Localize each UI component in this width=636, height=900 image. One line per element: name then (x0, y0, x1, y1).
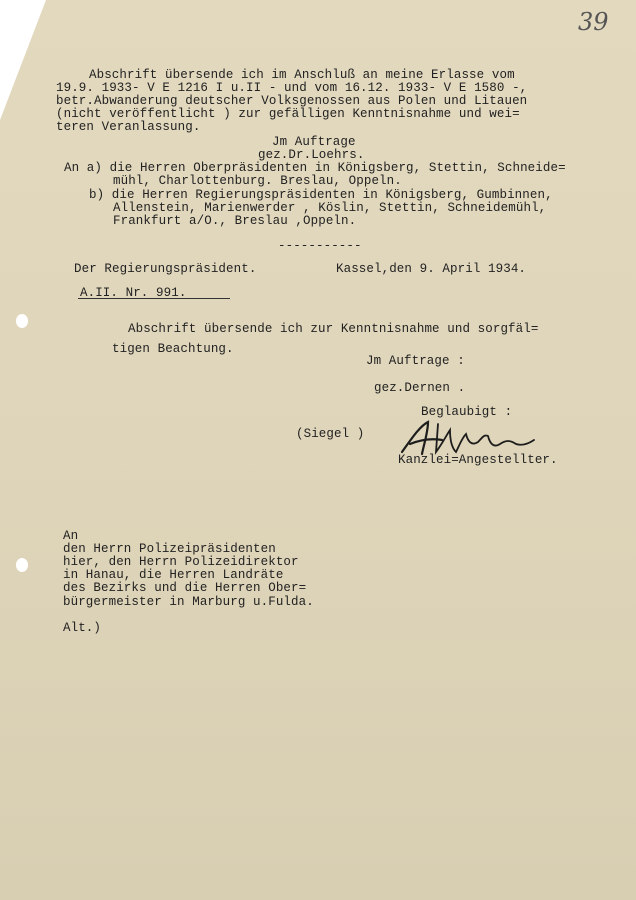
address-line: An (63, 529, 79, 543)
signed-by: gez.Dr.Loehrs. (258, 148, 365, 162)
body2-line: tigen Beachtung. (112, 342, 234, 356)
file-number: A.II. Nr. 991. (80, 286, 187, 300)
signatory-role: Kanzlei=Angestellter. (398, 453, 558, 467)
recipient-a-line: An a) die Herren Oberpräsidenten in Königsberg, Stettin, Schneide= (64, 161, 566, 175)
recipient-b-line: b) die Herren Regierungspräsidenten in Königsberg, Gumbinnen, (89, 188, 553, 202)
body-line: teren Veranlassung. (56, 120, 201, 134)
sender: Der Regierungspräsident. (74, 262, 257, 276)
place-date: Kassel,den 9. April 1934. (336, 262, 527, 276)
body-line: 19.9. 1933- V E 1216 I u.II - und vom 16.12. 1933- V E 1580 -, (56, 81, 528, 95)
body-line: betr.Abwanderung deutscher Volksgenossen aus Polen und Litauen (56, 94, 528, 108)
certified-label: Beglaubigt : (421, 405, 513, 419)
file-number-underline (78, 298, 230, 299)
page-number: 39 (578, 8, 609, 36)
auftrag-line: Jm Auftrage : (366, 354, 465, 368)
section-divider: ----------- (278, 239, 362, 253)
folded-corner (0, 0, 46, 120)
address-line: hier, den Herrn Polizeidirektor (63, 555, 299, 569)
signed-by: gez.Dernen . (374, 381, 466, 395)
address-line: des Bezirks und die Herren Ober= (63, 581, 307, 595)
body-line: Abschrift übersende ich im Anschluß an meine Erlasse vom (89, 68, 515, 82)
closing-mark: Alt.) (63, 621, 102, 635)
body2-line: Abschrift übersende ich zur Kenntnisnahme und sorgfäl= (128, 322, 539, 336)
seal-mark: (Siegel ) (296, 427, 365, 441)
body-line: (nicht veröffentlicht ) zur gefälligen Kenntnisnahme und wei= (56, 107, 520, 121)
recipient-b-line: Frankfurt a/O., Breslau ,Oppeln. (113, 214, 357, 228)
punch-hole (16, 314, 28, 328)
address-line: bürgermeister in Marburg u.Fulda. (63, 595, 314, 609)
address-line: den Herrn Polizeipräsidenten (63, 542, 276, 556)
auftrag-line: Jm Auftrage (272, 135, 356, 149)
recipient-a-line: mühl, Charlottenburg. Breslau, Oppeln. (113, 174, 402, 188)
punch-hole (16, 558, 28, 572)
address-line: in Hanau, die Herren Landräte (63, 568, 284, 582)
recipient-b-line: Allenstein, Marienwerder , Köslin, Stettin, Schneidemühl, (113, 201, 547, 215)
